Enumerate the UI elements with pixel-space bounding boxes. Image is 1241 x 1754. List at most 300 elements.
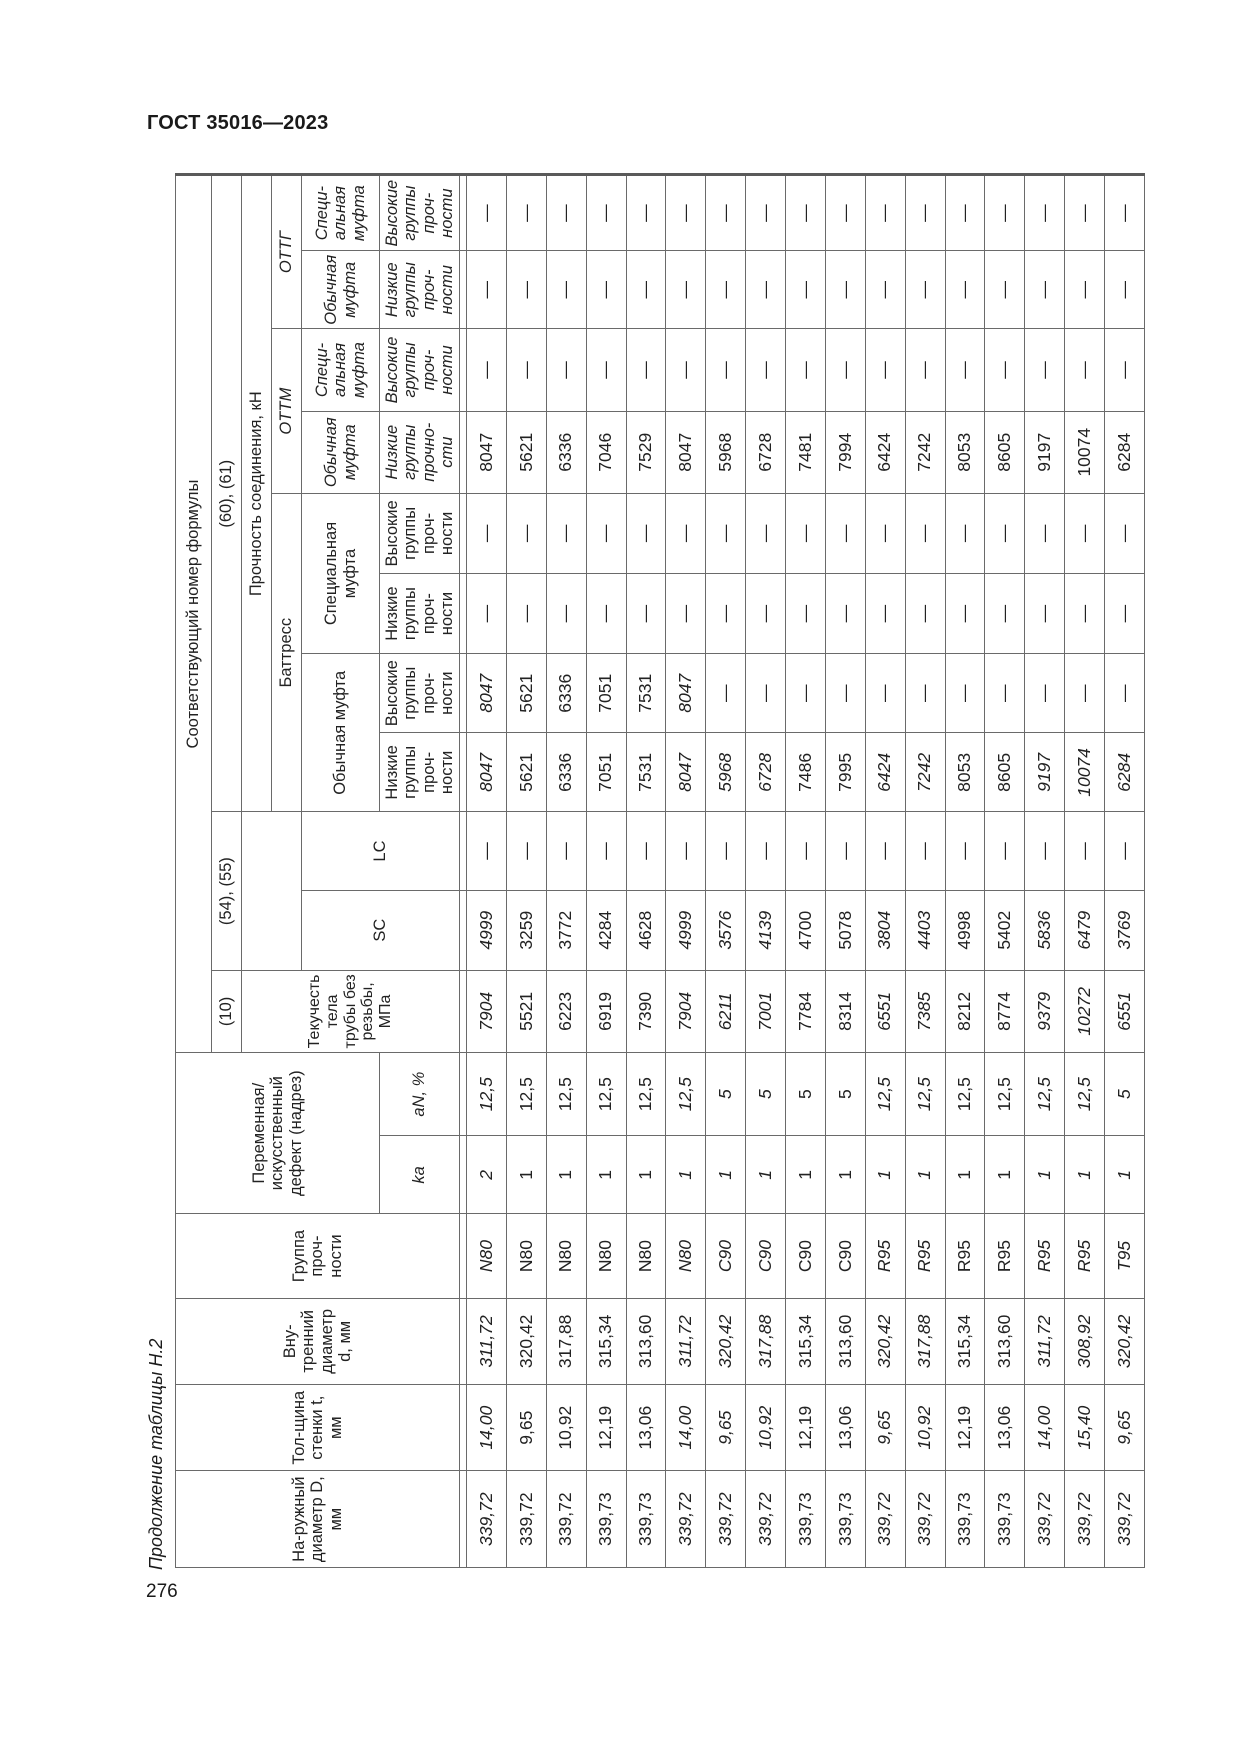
cell-ottm-regular: 5968	[706, 411, 746, 493]
cell-btr-spec-high: —	[626, 493, 666, 573]
header-strength-group: Группа проч-ности	[176, 1214, 460, 1298]
cell-body-yield: 10272	[1065, 970, 1105, 1052]
cell-btr-spec-low: —	[825, 574, 865, 654]
cell-wall-thickness: 9,65	[865, 1385, 905, 1471]
cell-body-yield: 9379	[1025, 970, 1065, 1052]
cell-body-yield: 7385	[905, 970, 945, 1052]
cell-ottm-special: —	[825, 329, 865, 411]
cell-btr-reg-low: 6728	[746, 733, 786, 812]
cell-lc: —	[865, 812, 905, 890]
cell-outer-diameter: 339,73	[626, 1471, 666, 1568]
cell-inner-diameter: 317,88	[746, 1298, 786, 1384]
cell-outer-diameter: 339,72	[546, 1471, 586, 1568]
cell-lc: —	[985, 812, 1025, 890]
cell-ottm-special: —	[786, 329, 826, 411]
cell-ottg-regular: —	[825, 251, 865, 329]
cell-ottm-special: —	[945, 329, 985, 411]
cell-inner-diameter: 315,34	[786, 1298, 826, 1384]
cell-ottg-regular: —	[467, 251, 507, 329]
cell-btr-spec-low: —	[1025, 574, 1065, 654]
cell-ottg-regular: —	[865, 251, 905, 329]
cell-lc: —	[825, 812, 865, 890]
cell-lc: —	[1065, 812, 1105, 890]
table-row	[666, 175, 706, 1568]
cell-sc: 5836	[1025, 890, 1065, 970]
header-joint-strength: Прочность соединения, кН	[242, 175, 272, 812]
cell-outer-diameter: 339,72	[666, 1471, 706, 1568]
cell-btr-reg-low: 5968	[706, 733, 746, 812]
cell-btr-spec-high: —	[1105, 493, 1145, 573]
header-ottm-spec-high: Высокие группы проч-ности	[380, 329, 460, 411]
table-row	[1105, 175, 1145, 1568]
cell-ottg-regular: —	[1025, 251, 1065, 329]
cell-an: 5	[746, 1053, 786, 1136]
cell-body-yield: 7784	[786, 970, 826, 1052]
cell-lc: —	[586, 812, 626, 890]
cell-strength-group: N80	[546, 1214, 586, 1298]
cell-ottm-regular: 5621	[506, 411, 546, 493]
cell-btr-reg-high: —	[746, 654, 786, 733]
cell-ottm-special: —	[905, 329, 945, 411]
cell-ottg-special: —	[666, 175, 706, 251]
cell-inner-diameter: 320,42	[865, 1298, 905, 1384]
cell-btr-reg-high: 8047	[666, 654, 706, 733]
cell-btr-spec-low: —	[506, 574, 546, 654]
cell-btr-spec-high: —	[1025, 493, 1065, 573]
cell-an: 12,5	[1025, 1053, 1065, 1136]
cell-btr-reg-low: 8047	[467, 733, 507, 812]
cell-btr-reg-low: 8053	[945, 733, 985, 812]
cell-wall-thickness: 10,92	[905, 1385, 945, 1471]
cell-body-yield: 7904	[467, 970, 507, 1052]
header-buttress-regular-coupling: Обычная муфта	[302, 654, 380, 812]
table-row	[985, 175, 1025, 1568]
header-btr-spec-low: Низкие группы проч-ности	[380, 574, 460, 654]
cell-ottg-special: —	[825, 175, 865, 251]
cell-btr-spec-high: —	[546, 493, 586, 573]
header-ottm-special-coupling: Специ-альная муфта	[302, 329, 380, 411]
cell-ottg-special: —	[865, 175, 905, 251]
table-row	[706, 175, 746, 1568]
cell-ottm-regular: 8053	[945, 411, 985, 493]
cell-inner-diameter: 317,88	[546, 1298, 586, 1384]
cell-ottm-regular: 8605	[985, 411, 1025, 493]
cell-strength-group: N80	[626, 1214, 666, 1298]
cell-btr-reg-high: 5621	[506, 654, 546, 733]
cell-ottm-regular: 6284	[1105, 411, 1145, 493]
cell-inner-diameter: 313,60	[825, 1298, 865, 1384]
cell-ottg-special: —	[945, 175, 985, 251]
header-separator-row	[460, 175, 467, 1568]
cell-outer-diameter: 339,72	[1105, 1471, 1145, 1568]
page-number: 276	[146, 1581, 178, 1602]
cell-ka: 1	[586, 1136, 626, 1214]
cell-ka: 1	[1025, 1136, 1065, 1214]
cell-btr-reg-low: 7531	[626, 733, 666, 812]
cell-inner-diameter: 320,42	[1105, 1298, 1145, 1384]
cell-ka: 1	[786, 1136, 826, 1214]
cell-an: 5	[825, 1053, 865, 1136]
cell-ottm-special: —	[706, 329, 746, 411]
cell-body-yield: 6223	[546, 970, 586, 1052]
cell-ka: 2	[467, 1136, 507, 1214]
table-header	[176, 175, 467, 1568]
cell-lc: —	[945, 812, 985, 890]
header-body-yield: Текучесть тела трубы без резьбы, МПа	[242, 970, 460, 1052]
cell-outer-diameter: 339,72	[746, 1471, 786, 1568]
cell-an: 5	[706, 1053, 746, 1136]
cell-ottm-regular: 7529	[626, 411, 666, 493]
cell-ottg-regular: —	[945, 251, 985, 329]
cell-btr-spec-low: —	[586, 574, 626, 654]
cell-body-yield: 7904	[666, 970, 706, 1052]
cell-btr-reg-low: 7486	[786, 733, 826, 812]
header-defect: Переменная/ искусственный дефект (надрез)	[176, 1053, 380, 1214]
cell-btr-reg-low: 7995	[825, 733, 865, 812]
cell-btr-reg-high: —	[786, 654, 826, 733]
cell-wall-thickness: 10,92	[746, 1385, 786, 1471]
cell-wall-thickness: 12,19	[786, 1385, 826, 1471]
header-ottg-regular-coupling: Обычная муфта	[302, 251, 380, 329]
header-sc: SC	[302, 890, 460, 970]
cell-ka: 1	[626, 1136, 666, 1214]
cell-btr-spec-high: —	[746, 493, 786, 573]
cell-ottm-regular: 7481	[786, 411, 826, 493]
header-ottm: ОТТМ	[272, 329, 302, 493]
header-ottg-special-coupling: Специ-альная муфта	[302, 175, 380, 251]
cell-sc: 3772	[546, 890, 586, 970]
cell-ottg-special: —	[506, 175, 546, 251]
cell-sc: 4998	[945, 890, 985, 970]
cell-btr-reg-high: —	[945, 654, 985, 733]
cell-ottm-special: —	[586, 329, 626, 411]
cell-ka: 1	[1065, 1136, 1105, 1214]
header-formula-60-61: (60), (61)	[212, 175, 242, 812]
table-row	[546, 175, 586, 1568]
cell-ottm-regular: 8047	[666, 411, 706, 493]
cell-outer-diameter: 339,72	[865, 1471, 905, 1568]
cell-ottm-regular: 6728	[746, 411, 786, 493]
cell-lc: —	[666, 812, 706, 890]
cell-btr-reg-low: 8605	[985, 733, 1025, 812]
cell-inner-diameter: 320,42	[706, 1298, 746, 1384]
cell-btr-spec-high: —	[825, 493, 865, 573]
cell-ottm-special: —	[666, 329, 706, 411]
cell-ottg-regular: —	[586, 251, 626, 329]
cell-wall-thickness: 13,06	[626, 1385, 666, 1471]
cell-strength-group: T95	[1105, 1214, 1145, 1298]
cell-wall-thickness: 9,65	[506, 1385, 546, 1471]
header-btr-spec-high: Высокие группы проч-ности	[380, 493, 460, 573]
cell-btr-spec-low: —	[1065, 574, 1105, 654]
cell-an: 12,5	[586, 1053, 626, 1136]
cell-outer-diameter: 339,72	[467, 1471, 507, 1568]
cell-lc: —	[506, 812, 546, 890]
cell-strength-group: N80	[506, 1214, 546, 1298]
cell-ka: 1	[506, 1136, 546, 1214]
cell-ottm-special: —	[546, 329, 586, 411]
cell-strength-group: N80	[666, 1214, 706, 1298]
cell-ottg-regular: —	[905, 251, 945, 329]
cell-ottm-regular: 10074	[1065, 411, 1105, 493]
cell-btr-spec-high: —	[786, 493, 826, 573]
cell-sc: 3769	[1105, 890, 1145, 970]
cell-btr-spec-low: —	[985, 574, 1025, 654]
cell-inner-diameter: 311,72	[666, 1298, 706, 1384]
cell-ottm-special: —	[506, 329, 546, 411]
cell-ottm-regular: 7242	[905, 411, 945, 493]
cell-btr-reg-low: 5621	[506, 733, 546, 812]
cell-ka: 1	[666, 1136, 706, 1214]
pipe-strength-table	[175, 173, 1145, 1568]
cell-wall-thickness: 12,19	[945, 1385, 985, 1471]
cell-ka: 1	[706, 1136, 746, 1214]
cell-outer-diameter: 339,73	[786, 1471, 826, 1568]
cell-ottg-special: —	[586, 175, 626, 251]
cell-outer-diameter: 339,73	[945, 1471, 985, 1568]
cell-body-yield: 6551	[1105, 970, 1145, 1052]
cell-lc: —	[1105, 812, 1145, 890]
cell-ottg-special: —	[1105, 175, 1145, 251]
cell-inner-diameter: 320,42	[506, 1298, 546, 1384]
cell-sc: 5078	[825, 890, 865, 970]
cell-btr-reg-low: 8047	[666, 733, 706, 812]
cell-an: 12,5	[905, 1053, 945, 1136]
rotated-table-container	[175, 173, 1145, 1568]
cell-body-yield: 6551	[865, 970, 905, 1052]
header-buttress-special-coupling: Специальная муфта	[302, 493, 380, 653]
cell-btr-reg-high: —	[905, 654, 945, 733]
cell-ottg-regular: —	[786, 251, 826, 329]
cell-wall-thickness: 9,65	[706, 1385, 746, 1471]
cell-btr-spec-low: —	[666, 574, 706, 654]
header-ottg-reg-low: Низкие группы проч-ности	[380, 251, 460, 329]
header-buttress: Баттресс	[272, 493, 302, 812]
cell-lc: —	[1025, 812, 1065, 890]
cell-outer-diameter: 339,72	[1025, 1471, 1065, 1568]
cell-outer-diameter: 339,73	[825, 1471, 865, 1568]
cell-strength-group: C90	[825, 1214, 865, 1298]
cell-ottm-special: —	[1105, 329, 1145, 411]
cell-an: 12,5	[626, 1053, 666, 1136]
cell-ottm-regular: 9197	[1025, 411, 1065, 493]
cell-an: 12,5	[467, 1053, 507, 1136]
cell-btr-reg-high: —	[1065, 654, 1105, 733]
cell-btr-reg-low: 7051	[586, 733, 626, 812]
cell-btr-reg-high: 7531	[626, 654, 666, 733]
cell-an: 12,5	[546, 1053, 586, 1136]
cell-ottg-regular: —	[1065, 251, 1105, 329]
cell-outer-diameter: 339,72	[506, 1471, 546, 1568]
cell-ottg-special: —	[905, 175, 945, 251]
table-row	[626, 175, 666, 1568]
cell-btr-spec-low: —	[1105, 574, 1145, 654]
cell-lc: —	[786, 812, 826, 890]
header-formula-10: (10)	[212, 970, 242, 1052]
cell-inner-diameter: 313,60	[626, 1298, 666, 1384]
cell-btr-reg-high: 6336	[546, 654, 586, 733]
cell-ottg-regular: —	[746, 251, 786, 329]
cell-strength-group: R95	[865, 1214, 905, 1298]
cell-btr-spec-high: —	[905, 493, 945, 573]
cell-sc: 4999	[467, 890, 507, 970]
cell-btr-spec-low: —	[546, 574, 586, 654]
cell-strength-group: R95	[905, 1214, 945, 1298]
cell-btr-spec-low: —	[467, 574, 507, 654]
table-row	[1065, 175, 1105, 1568]
cell-btr-spec-high: —	[586, 493, 626, 573]
cell-ottg-special: —	[706, 175, 746, 251]
cell-ottg-regular: —	[1105, 251, 1145, 329]
cell-ka: 1	[865, 1136, 905, 1214]
cell-ka: 1	[905, 1136, 945, 1214]
cell-ottm-special: —	[626, 329, 666, 411]
cell-wall-thickness: 14,00	[1025, 1385, 1065, 1471]
cell-btr-reg-low: 10074	[1065, 733, 1105, 812]
cell-ottg-special: —	[786, 175, 826, 251]
table-row	[825, 175, 865, 1568]
cell-inner-diameter: 313,60	[985, 1298, 1025, 1384]
header-empty-cell	[242, 812, 302, 970]
cell-btr-reg-low: 6424	[865, 733, 905, 812]
cell-ka: 1	[1105, 1136, 1145, 1214]
cell-ottm-regular: 7994	[825, 411, 865, 493]
cell-an: 12,5	[666, 1053, 706, 1136]
cell-body-yield: 7001	[746, 970, 786, 1052]
cell-ottg-special: —	[985, 175, 1025, 251]
cell-body-yield: 8774	[985, 970, 1025, 1052]
table-row	[467, 175, 507, 1568]
cell-body-yield: 5521	[506, 970, 546, 1052]
cell-ottm-special: —	[1065, 329, 1105, 411]
cell-btr-reg-low: 6336	[546, 733, 586, 812]
cell-btr-spec-high: —	[945, 493, 985, 573]
cell-outer-diameter: 339,72	[1065, 1471, 1105, 1568]
cell-sc: 4628	[626, 890, 666, 970]
cell-wall-thickness: 15,40	[1065, 1385, 1105, 1471]
cell-ottm-special: —	[1025, 329, 1065, 411]
cell-btr-spec-high: —	[506, 493, 546, 573]
cell-an: 12,5	[506, 1053, 546, 1136]
cell-ottg-special: —	[746, 175, 786, 251]
cell-ottg-regular: —	[706, 251, 746, 329]
cell-body-yield: 6919	[586, 970, 626, 1052]
cell-ka: 1	[746, 1136, 786, 1214]
cell-an: 12,5	[1065, 1053, 1105, 1136]
cell-strength-group: C90	[706, 1214, 746, 1298]
cell-btr-reg-high: —	[706, 654, 746, 733]
cell-body-yield: 7390	[626, 970, 666, 1052]
cell-lc: —	[546, 812, 586, 890]
cell-an: 5	[786, 1053, 826, 1136]
cell-strength-group: C90	[786, 1214, 826, 1298]
cell-body-yield: 8212	[945, 970, 985, 1052]
cell-an: 12,5	[865, 1053, 905, 1136]
header-ottm-regular-coupling: Обычная муфта	[302, 411, 380, 493]
cell-btr-reg-high: —	[985, 654, 1025, 733]
cell-ottg-regular: —	[546, 251, 586, 329]
header-inner-diameter: Вну-тренний диаметр d, мм	[176, 1298, 460, 1384]
cell-btr-reg-high: —	[865, 654, 905, 733]
header-ottm-reg-low: Низкие группы прочно-сти	[380, 411, 460, 493]
cell-lc: —	[905, 812, 945, 890]
cell-btr-reg-high: —	[825, 654, 865, 733]
cell-ottm-regular: 7046	[586, 411, 626, 493]
header-outer-diameter: На-ружный диаметр D, мм	[176, 1471, 460, 1568]
cell-ka: 1	[985, 1136, 1025, 1214]
cell-lc: —	[706, 812, 746, 890]
cell-ottg-regular: —	[985, 251, 1025, 329]
cell-btr-spec-low: —	[945, 574, 985, 654]
table-row	[586, 175, 626, 1568]
cell-btr-spec-low: —	[626, 574, 666, 654]
table-row	[905, 175, 945, 1568]
cell-ottg-regular: —	[626, 251, 666, 329]
cell-wall-thickness: 14,00	[467, 1385, 507, 1471]
cell-sc: 4139	[746, 890, 786, 970]
cell-inner-diameter: 315,34	[586, 1298, 626, 1384]
table-continuation-label: Продолжение таблицы Н.2	[146, 1338, 166, 1570]
header-ottg: ОТТГ	[272, 175, 302, 329]
cell-btr-spec-high: —	[865, 493, 905, 573]
cell-btr-spec-low: —	[746, 574, 786, 654]
cell-wall-thickness: 12,19	[586, 1385, 626, 1471]
cell-inner-diameter: 315,34	[945, 1298, 985, 1384]
cell-outer-diameter: 339,72	[905, 1471, 945, 1568]
cell-btr-reg-high: —	[1025, 654, 1065, 733]
cell-strength-group: N80	[467, 1214, 507, 1298]
document-title: ГОСТ 35016—2023	[147, 112, 329, 134]
table-row	[786, 175, 826, 1568]
cell-ottg-special: —	[467, 175, 507, 251]
cell-sc: 5402	[985, 890, 1025, 970]
cell-ottg-special: —	[1025, 175, 1065, 251]
header-ka: kа	[380, 1136, 460, 1214]
cell-btr-spec-high: —	[666, 493, 706, 573]
cell-strength-group: C90	[746, 1214, 786, 1298]
cell-strength-group: N80	[586, 1214, 626, 1298]
cell-ka: 1	[825, 1136, 865, 1214]
cell-strength-group: R95	[985, 1214, 1025, 1298]
cell-ottg-special: —	[1065, 175, 1105, 251]
cell-sc: 4403	[905, 890, 945, 970]
cell-an: 5	[1105, 1053, 1145, 1136]
cell-ottg-regular: —	[666, 251, 706, 329]
cell-sc: 4284	[586, 890, 626, 970]
header-ottg-spec-high: Высокие группы проч-ности	[380, 175, 460, 251]
cell-wall-thickness: 14,00	[666, 1385, 706, 1471]
cell-ottm-special: —	[865, 329, 905, 411]
cell-strength-group: R95	[1065, 1214, 1105, 1298]
cell-sc: 3804	[865, 890, 905, 970]
cell-ottm-special: —	[746, 329, 786, 411]
cell-ottg-special: —	[546, 175, 586, 251]
cell-ottg-special: —	[626, 175, 666, 251]
cell-lc: —	[746, 812, 786, 890]
header-formula-54-55: (54), (55)	[212, 812, 242, 970]
header-lc: LC	[302, 812, 460, 890]
cell-btr-spec-high: —	[467, 493, 507, 573]
cell-outer-diameter: 339,72	[706, 1471, 746, 1568]
cell-ottm-regular: 6336	[546, 411, 586, 493]
cell-lc: —	[626, 812, 666, 890]
cell-an: 12,5	[945, 1053, 985, 1136]
cell-btr-spec-low: —	[706, 574, 746, 654]
table-body	[467, 175, 1145, 1568]
cell-wall-thickness: 13,06	[985, 1385, 1025, 1471]
cell-an: 12,5	[985, 1053, 1025, 1136]
cell-inner-diameter: 308,92	[1065, 1298, 1105, 1384]
